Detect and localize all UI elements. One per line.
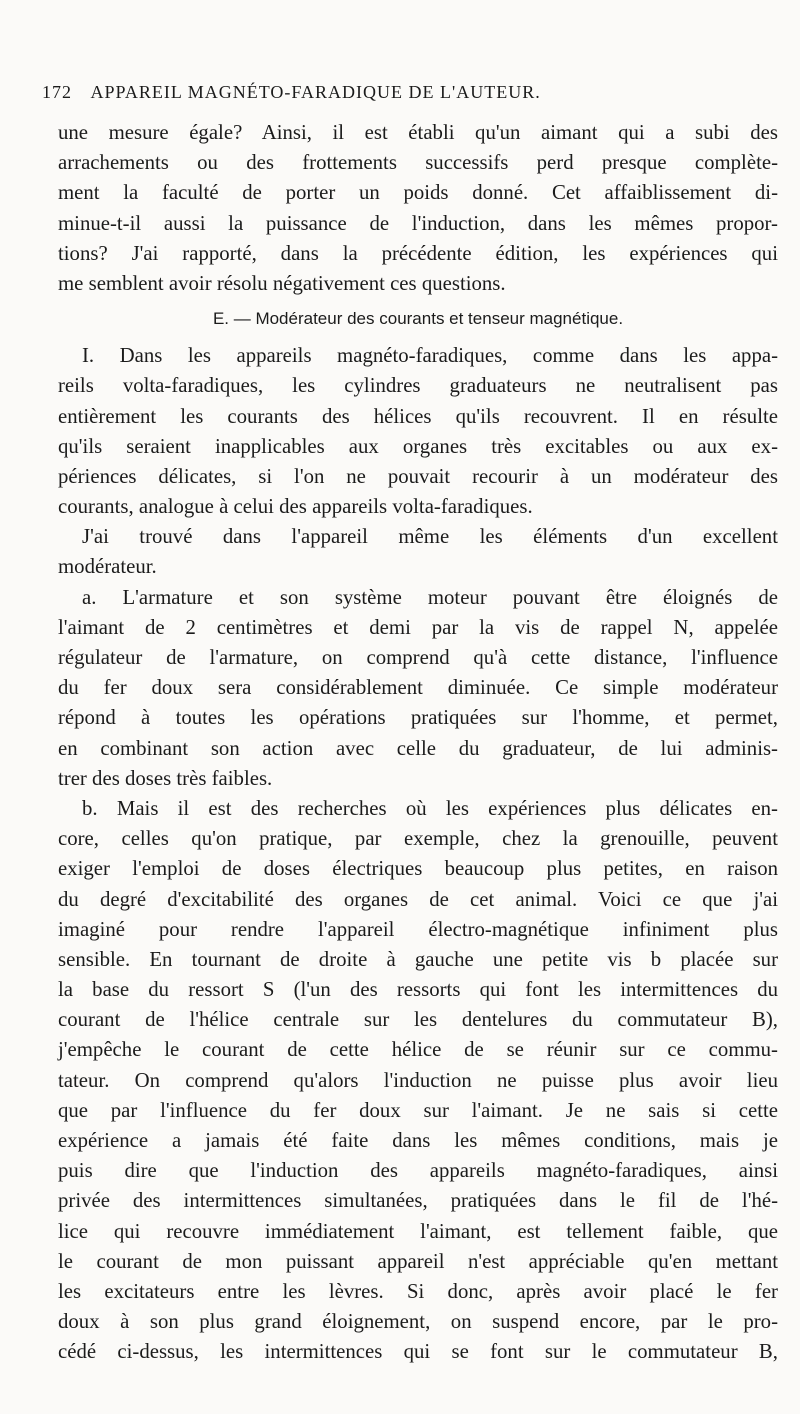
text-line: entièrement les courants des hélices qu'ils recouvrent. Il en résulte	[58, 404, 778, 428]
text-line: expérience a jamais été faite dans les mêmes conditions, mais je	[58, 1129, 778, 1152]
text-line: trer des doses très faibles.	[58, 766, 273, 790]
text-line: les excitateurs entre les lèvres. Si donc, après avoir placé le fer	[58, 1279, 778, 1303]
text-line: core, celles qu'on pratique, par exemple, chez la grenouille, peuvent	[58, 827, 778, 851]
text-line: modérateur.	[58, 555, 157, 579]
text-line: le courant de mon puissant appareil n'est appréciable qu'en mettant	[58, 1249, 778, 1273]
text-line: qu'ils seraient inapplicables aux organes très excitables ou aux ex-	[58, 434, 778, 458]
text-line: périences délicates, si l'on ne pouvait recourir à un modérateur des	[58, 464, 778, 488]
text-line: me semblent avoir résolu négativement ces questions.	[58, 271, 506, 295]
text-line: une mesure égale? Ainsi, il est établi qu'un aimant qui a subi des	[58, 121, 778, 144]
text-line: du fer doux sera considérablement diminuée. Ce simple modérateur	[58, 676, 778, 700]
paragraph-trouve	[58, 522, 778, 582]
text-line: b. Mais il est des recherches où les expériences plus délicates en-	[82, 796, 778, 820]
page-number: 172	[42, 82, 72, 102]
text-line: courant de l'hélice centrale sur les dentelures du commutateur B),	[58, 1008, 778, 1032]
paragraph-intro	[58, 118, 778, 299]
text-line: minue-t-il aussi la puissance de l'induction, dans les mêmes propor-	[58, 211, 778, 235]
text-line: ment la faculté de porter un poids donné. Cet affaiblissement di-	[58, 181, 778, 205]
text-line: I. Dans les appareils magnéto-faradiques, comme dans les appa-	[82, 344, 778, 368]
text-line: imaginé pour rendre l'appareil électro-magnétique infiniment plus	[58, 917, 778, 941]
text-line: régulateur de l'armature, on comprend qu'à cette distance, l'influence	[58, 646, 778, 669]
text-line: répond à toutes les opérations pratiquées sur l'homme, et permet,	[58, 706, 778, 730]
text-line: doux à son plus grand éloignement, on suspend encore, par le pro-	[58, 1310, 778, 1334]
text-line: du degré d'excitabilité des organes de cet animal. Voici ce que j'ai	[58, 887, 778, 911]
running-title: APPAREIL MAGNÉTO-FARADIQUE DE L'AUTEUR.	[90, 82, 541, 102]
paragraph-I	[58, 341, 778, 522]
body-text	[58, 118, 778, 1368]
text-line: exiger l'emploi de doses électriques beaucoup plus petites, en raison	[58, 857, 778, 881]
text-line: la base du ressort S (l'un des ressorts qui font les intermittences du	[58, 978, 778, 1002]
text-line: privée des intermittences simultanées, pratiquées dans le fil de l'hé-	[58, 1189, 778, 1213]
section-heading: E. — Modérateur des courants et tenseur magnétique.	[212, 309, 624, 329]
text-line: arrachements ou des frottements successifs perd presque complète-	[58, 151, 778, 175]
paragraph-b	[58, 794, 778, 1368]
text-line: reils volta-faradiques, les cylindres graduateurs ne neutralisent pas	[58, 374, 778, 398]
text-line: sensible. En tournant de droite à gauche une petite vis b placée sur	[58, 947, 778, 971]
text-line: courants, analogue à celui des appareils volta-faradiques.	[58, 495, 533, 519]
text-line: tions? J'ai rapporté, dans la précédente édition, les expériences qui	[58, 241, 778, 265]
paragraph-a	[58, 583, 778, 794]
text-line: J'ai trouvé dans l'appareil même les éléments d'un excellent	[82, 525, 778, 549]
text-line: lice qui recouvre immédiatement l'aimant, est tellement faible, que	[58, 1219, 778, 1243]
text-line: en combinant son action avec celle du graduateur, de lui adminis-	[58, 736, 778, 760]
running-header	[42, 82, 762, 103]
text-line: l'aimant de 2 centimètres et demi par la vis de rappel N, appelée	[58, 615, 778, 639]
text-line: j'empêche le courant de cette hélice de se réunir sur ce commu-	[58, 1038, 778, 1062]
text-line: cédé ci-dessus, les intermittences qui se font sur le commutateur B,	[58, 1340, 778, 1364]
text-line: que par l'influence du fer doux sur l'aimant. Je ne sais si cette	[58, 1098, 778, 1122]
text-line: tateur. On comprend qu'alors l'induction ne puisse plus avoir lieu	[58, 1068, 778, 1092]
text-line: puis dire que l'induction des appareils magnéto-faradiques, ainsi	[58, 1159, 778, 1183]
text-line: a. L'armature et son système moteur pouvant être éloignés de	[82, 585, 778, 609]
